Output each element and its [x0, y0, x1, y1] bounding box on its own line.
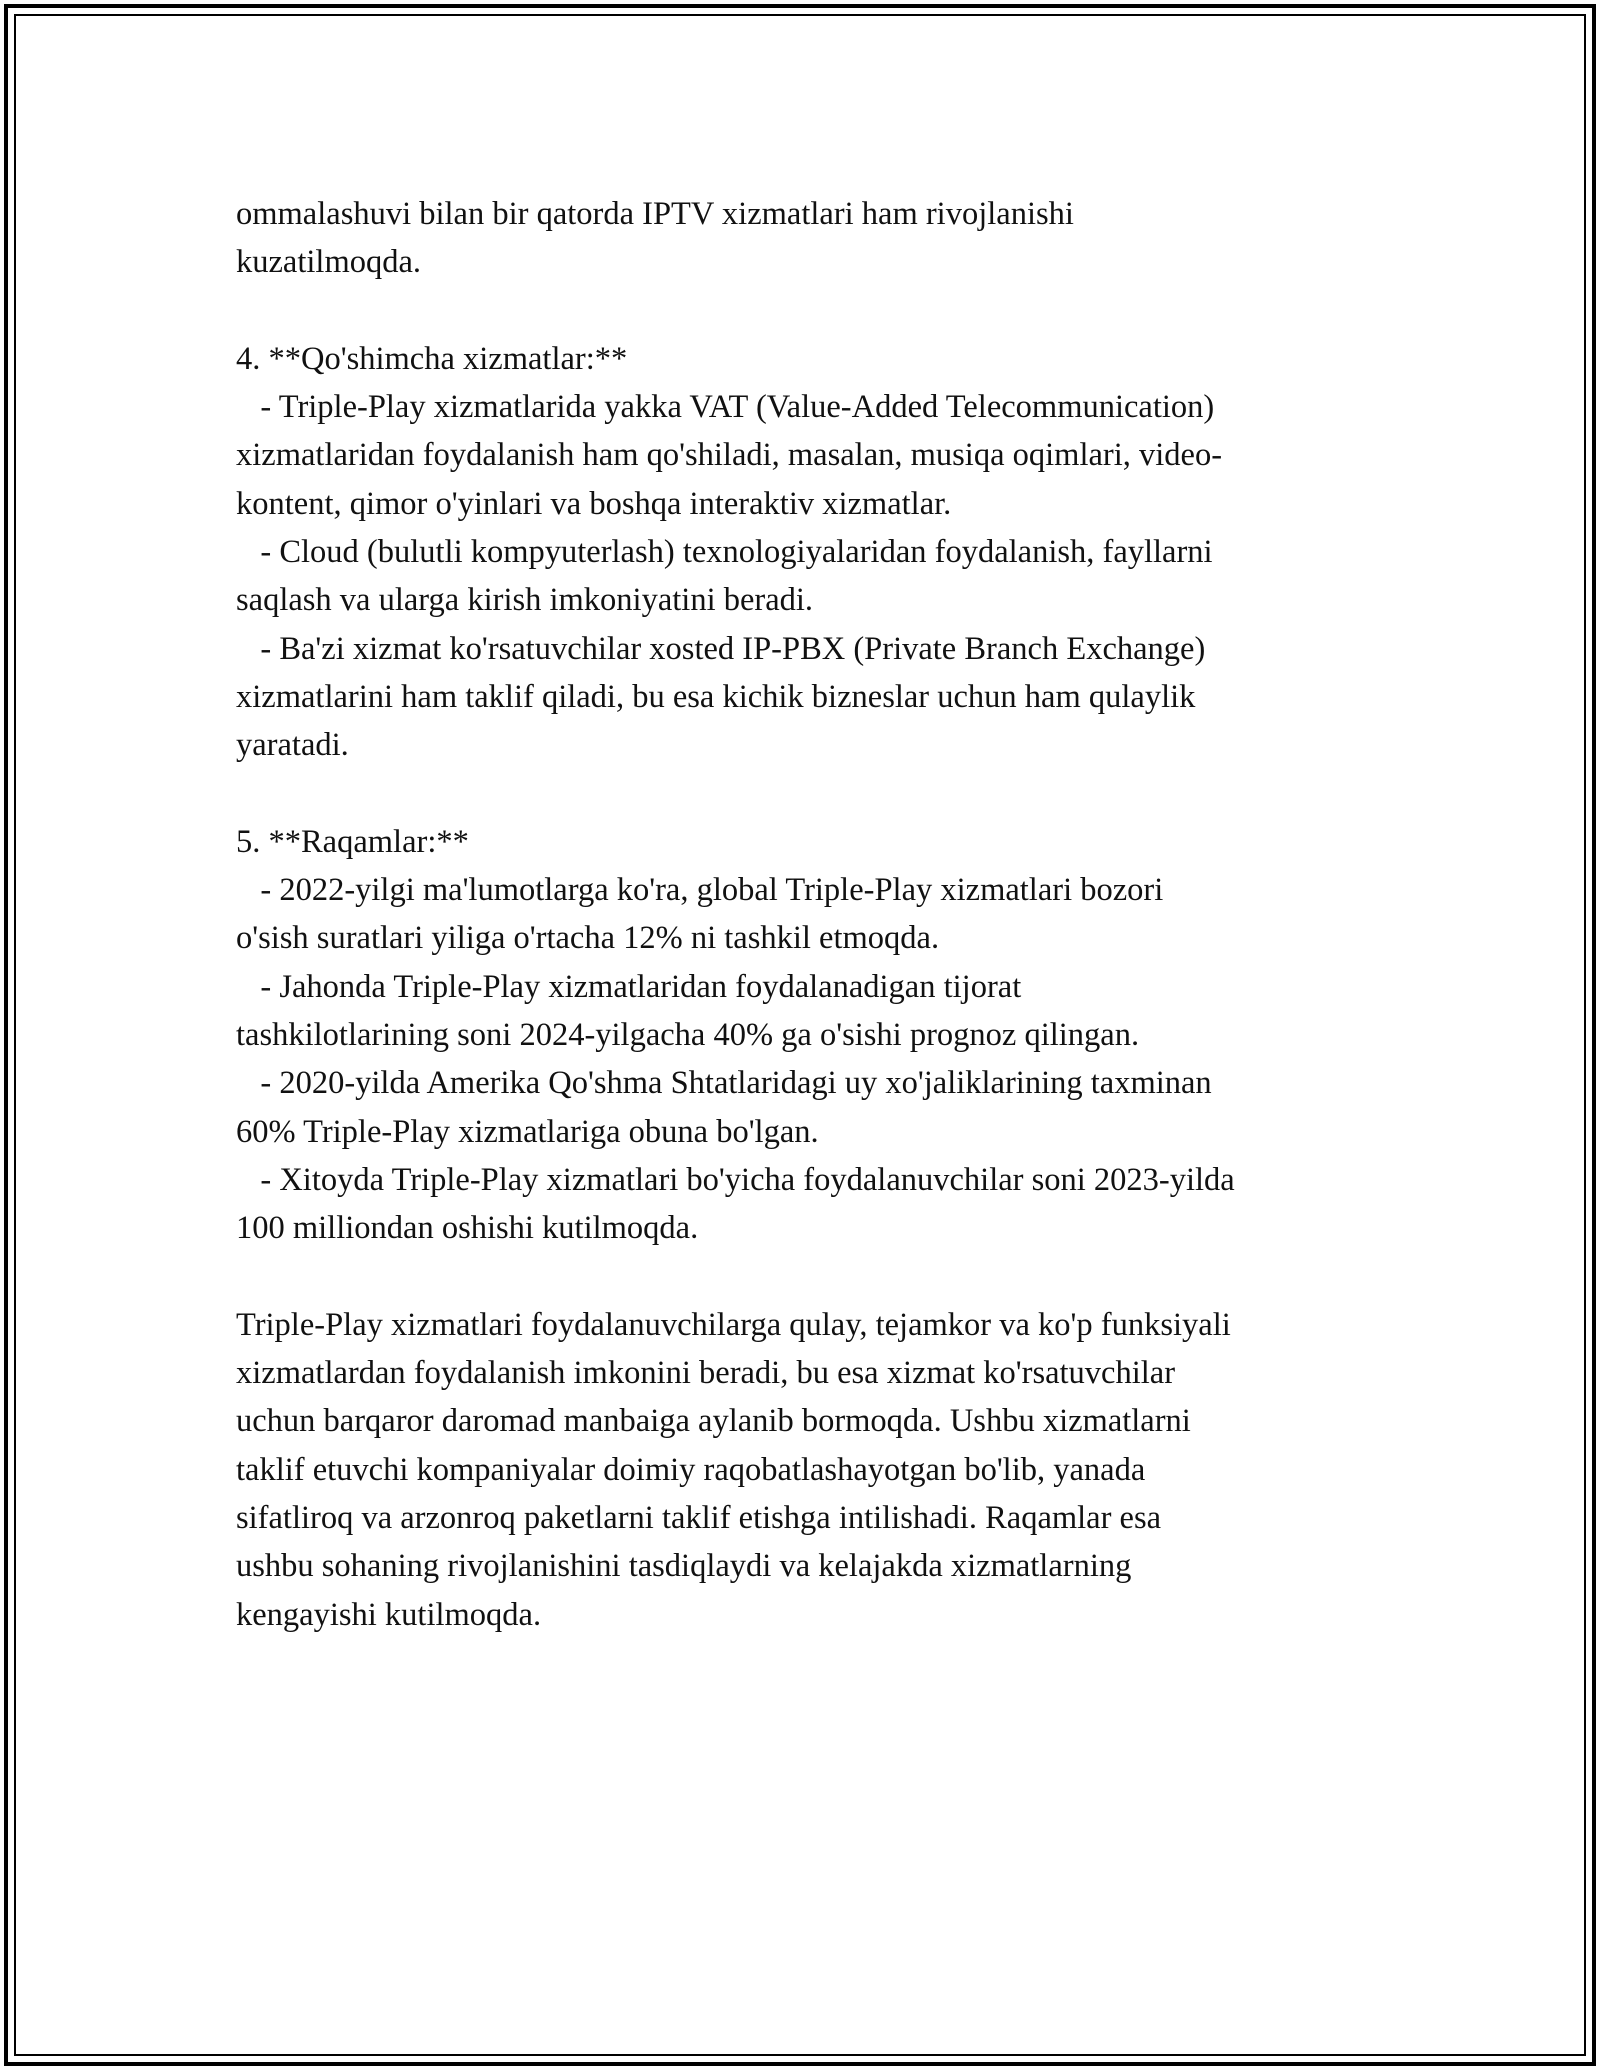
text-line: ommalashuvi bilan bir qatorda IPTV xizmatlari ham rivojlanishi [236, 196, 1074, 232]
section-additional-services [236, 335, 1416, 770]
text-line: kontent, qimor o'yinlari va boshqa interaktiv xizmatlar. [236, 485, 952, 522]
text-line: uchun barqaror daromad manbaiga aylanib bormoqda. Ushbu xizmatlarni [236, 1403, 1191, 1440]
text-line: - 2020-yilda Amerika Qo'shma Shtatlaridagi uy xo'jaliklarining taxminan [236, 1065, 1212, 1102]
text-line: saqlash va ularga kirish imkoniyatini beradi. [236, 582, 814, 619]
text-line: o'sish suratlari yiliga o'rtacha 12% ni tashkil etmoqda. [236, 920, 940, 957]
intro-paragraph [236, 190, 1416, 287]
text-line: - Cloud (bulutli kompyuterlash) texnologiyalaridan foydalanish, fayllarni [236, 534, 1213, 571]
text-line: - Xitoyda Triple-Play xizmatlari bo'yicha foydalanuvchilar soni 2023-yilda [236, 1161, 1235, 1198]
blank-line [236, 1253, 1416, 1301]
text-line: sifatliroq va arzonroq paketlarni taklif etishga intilishadi. Raqamlar esa [236, 1500, 1162, 1537]
section-heading: 4. **Qo'shimcha xizmatlar:** [236, 340, 628, 377]
blank-line [236, 770, 1416, 818]
text-line: - Ba'zi xizmat ko'rsatuvchilar xosted IP-PBX (Private Branch Exchange) [236, 630, 1206, 667]
section-numbers [236, 818, 1416, 1253]
text-line: xizmatlardan foydalanish imkonini beradi, bu esa xizmat ko'rsatuvchilar [236, 1355, 1176, 1392]
section-heading: 5. **Raqamlar:** [236, 823, 469, 860]
text-line: kuzatilmoqda. [236, 244, 422, 281]
blank-line [236, 287, 1416, 335]
text-line: xizmatlaridan foydalanish ham qo'shiladi, masalan, musiqa oqimlari, video- [236, 437, 1223, 474]
text-line: yaratadi. [236, 727, 349, 764]
text-line: 100 milliondan oshishi kutilmoqda. [236, 1210, 699, 1247]
text-line: tashkilotlarining soni 2024-yilgacha 40% ga o'sishi prognoz qilingan. [236, 1017, 1140, 1054]
text-line: - 2022-yilgi ma'lumotlarga ko'ra, global Triple-Play xizmatlari bozori [236, 872, 1164, 909]
text-line: - Triple-Play xizmatlarida yakka VAT (Value-Added Telecommunication) [236, 389, 1215, 426]
text-line: ushbu sohaning rivojlanishini tasdiqlaydi va kelajakda xizmatlarning [236, 1548, 1132, 1585]
text-line: 60% Triple-Play xizmatlariga obuna bo'lgan. [236, 1113, 819, 1150]
text-line: taklif etuvchi kompaniyalar doimiy raqobatlashayotgan bo'lib, yanada [236, 1451, 1146, 1488]
conclusion-paragraph [236, 1301, 1416, 1639]
document-body [236, 190, 1416, 1639]
text-line: Triple-Play xizmatlari foydalanuvchilarga qulay, tejamkor va ko'p funksiyali [236, 1306, 1231, 1343]
text-line: kengayishi kutilmoqda. [236, 1596, 542, 1633]
text-line: - Jahonda Triple-Play xizmatlaridan foydalanadigan tijorat [236, 968, 1022, 1005]
text-line: xizmatlarini ham taklif qiladi, bu esa kichik bizneslar uchun ham qulaylik [236, 678, 1196, 715]
